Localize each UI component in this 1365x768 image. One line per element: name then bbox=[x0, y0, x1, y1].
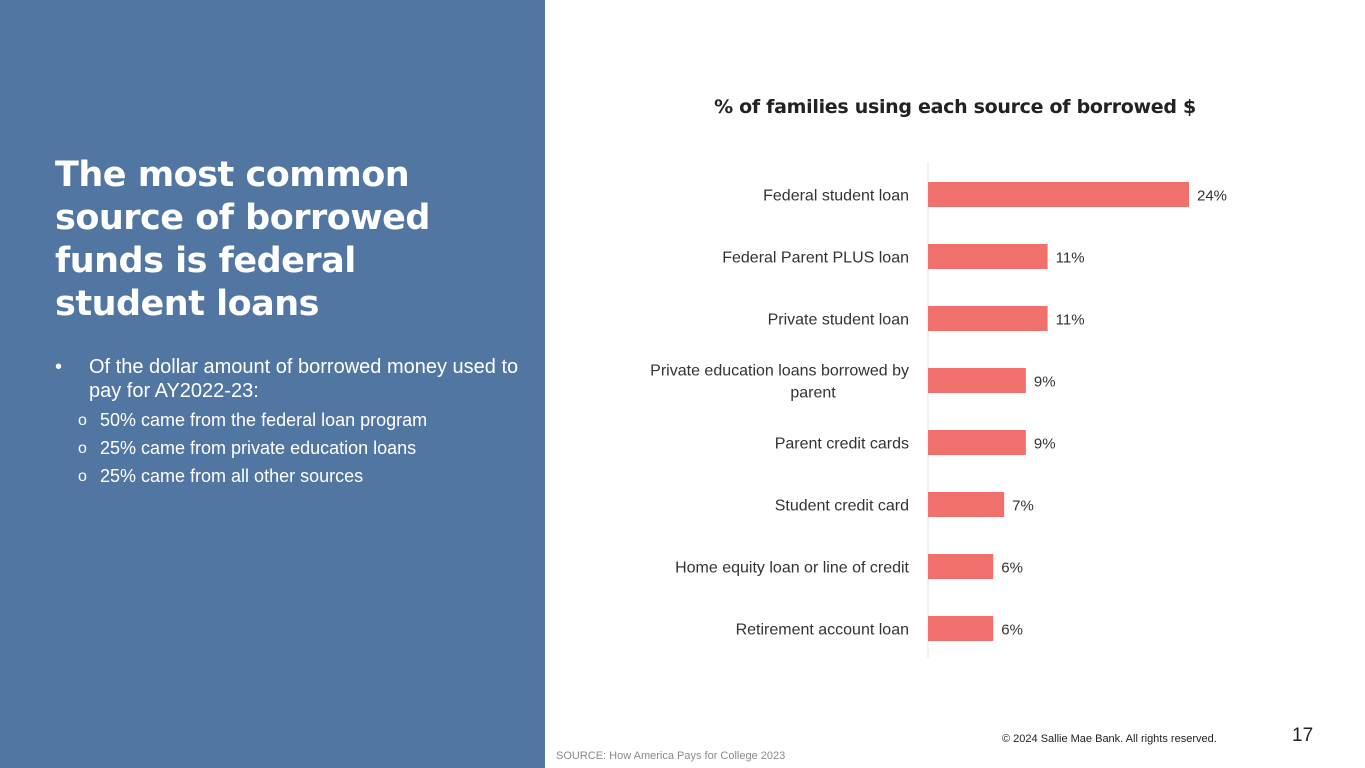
data-label: 24% bbox=[1197, 187, 1228, 205]
category-label: Federal student loan bbox=[763, 187, 909, 205]
page-title bbox=[55, 154, 495, 326]
bar bbox=[928, 554, 993, 579]
data-label: 9% bbox=[1033, 373, 1056, 391]
sub-bullet-item bbox=[55, 437, 525, 459]
sub-bullet-item bbox=[55, 409, 525, 431]
bullet-text: Of the dollar amount of borrowed money used to pay for AY2022-23: bbox=[89, 356, 519, 402]
title-line: source of borrowed bbox=[55, 198, 430, 238]
data-label: 6% bbox=[1001, 621, 1023, 639]
sub-bullet-item bbox=[55, 465, 525, 487]
bar bbox=[928, 368, 1026, 393]
bar bbox=[928, 492, 1004, 517]
bar bbox=[928, 244, 1048, 269]
sub-bullet-marker: o bbox=[78, 468, 87, 485]
data-label: 11% bbox=[1055, 249, 1085, 267]
sub-bullet-text: 50% came from the federal loan program bbox=[100, 410, 428, 430]
bar bbox=[928, 430, 1026, 455]
category-label: Student credit card bbox=[774, 497, 909, 515]
data-label: 11% bbox=[1055, 311, 1085, 329]
bar-chart bbox=[545, 150, 1365, 670]
bar bbox=[928, 616, 993, 641]
bullet-marker: • bbox=[55, 356, 63, 378]
bullet-item bbox=[55, 355, 525, 403]
category-label: Private education loans borrowed by parent bbox=[650, 362, 909, 402]
title-line: student loans bbox=[55, 284, 320, 324]
category-label: Private student loan bbox=[767, 311, 909, 329]
sub-bullet-marker: o bbox=[78, 440, 87, 457]
bar bbox=[928, 306, 1048, 331]
data-label: 9% bbox=[1033, 435, 1056, 453]
data-label: 6% bbox=[1001, 559, 1023, 577]
title-line: funds is federal bbox=[55, 241, 356, 281]
page-number: 17 bbox=[1292, 725, 1314, 746]
bar bbox=[928, 182, 1189, 207]
sub-bullet-text: 25% came from private education loans bbox=[100, 438, 417, 458]
sub-bullet-text: 25% came from all other sources bbox=[100, 466, 364, 486]
source-note: SOURCE: How America Pays for College 2023 bbox=[556, 750, 786, 762]
bullet-list bbox=[55, 355, 525, 493]
category-label: Parent credit cards bbox=[774, 435, 909, 453]
sub-bullet-list bbox=[55, 409, 525, 487]
copyright-note: © 2024 Sallie Mae Bank. All rights reserved. bbox=[1002, 733, 1217, 745]
category-label: Federal Parent PLUS loan bbox=[722, 249, 909, 267]
data-label: 7% bbox=[1012, 497, 1034, 515]
title-line: The most common bbox=[55, 155, 410, 195]
category-label: Retirement account loan bbox=[735, 621, 909, 639]
category-label: Home equity loan or line of credit bbox=[675, 559, 909, 577]
chart-title: % of families using each source of borrowed $ bbox=[714, 96, 1196, 118]
sub-bullet-marker: o bbox=[78, 412, 87, 429]
